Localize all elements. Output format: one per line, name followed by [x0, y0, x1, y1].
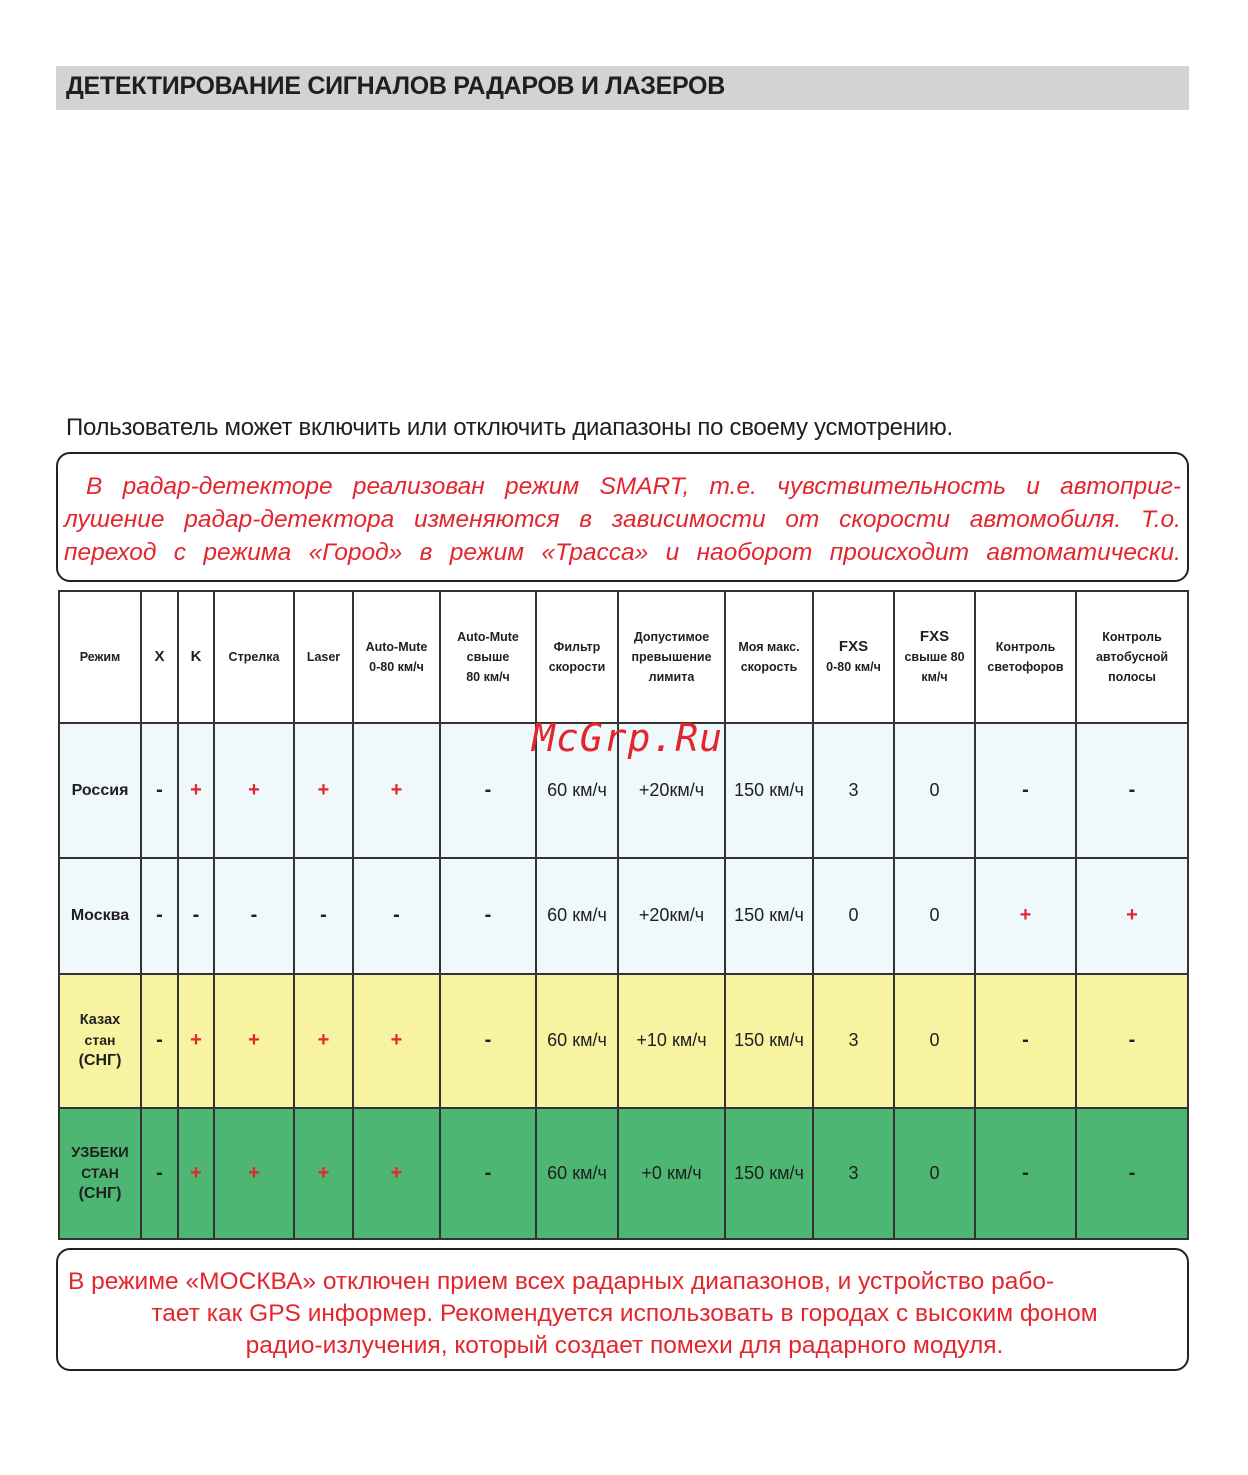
table-row-uzbekistan	[59, 1108, 1188, 1239]
table-cell: 60 км/ч	[536, 723, 618, 858]
table-cell: -	[353, 858, 440, 974]
table-cell: -	[1076, 1108, 1188, 1239]
table-cell: +10 км/ч	[618, 974, 725, 1108]
table-cell: 0	[813, 858, 894, 974]
mode-name-cell	[59, 723, 141, 858]
table-cell: +	[353, 974, 440, 1108]
header-label: 0-80 км/ч	[369, 660, 424, 674]
header-label: превышение	[631, 650, 712, 664]
watermark: McGrp.Ru	[532, 716, 724, 760]
header-label: 80 км/ч	[466, 670, 510, 684]
mode-name-cell	[59, 1108, 141, 1239]
table-cell: -	[1076, 723, 1188, 858]
table-cell: 60 км/ч	[536, 858, 618, 974]
table-cell: 0	[894, 974, 975, 1108]
table-cell: 3	[813, 723, 894, 858]
table-cell: 150 км/ч	[725, 723, 813, 858]
table-cell: -	[440, 858, 536, 974]
table-cell: 0	[894, 1108, 975, 1239]
smart-note-line-1: В радар-детекторе реализован режим SMART, т.е. чувствительность и автоприг-	[86, 473, 1181, 500]
header-x	[141, 591, 178, 723]
mode-name-label: (СНГ)	[78, 1184, 122, 1202]
header-label: Контроль	[995, 640, 1056, 654]
header-label: FXS	[838, 638, 869, 655]
table-cell: +	[214, 723, 294, 858]
smart-mode-note	[56, 452, 1189, 582]
header-label: X	[154, 648, 165, 665]
header-label: K	[190, 648, 202, 665]
table-cell: 150 км/ч	[725, 974, 813, 1108]
header-my-max-speed	[725, 591, 813, 723]
mode-name-label: Казах	[79, 1012, 121, 1029]
header-speed-filter	[536, 591, 618, 723]
table-header-row	[59, 591, 1188, 723]
header-label: свыше 80	[904, 650, 965, 664]
table-cell: -	[975, 1108, 1076, 1239]
header-allowed-excess	[618, 591, 725, 723]
header-label: Auto-Mute	[365, 640, 428, 654]
header-label: полосы	[1108, 670, 1156, 684]
table-cell: -	[141, 858, 178, 974]
mode-name-label: УЗБЕКИ	[71, 1144, 129, 1161]
smart-note-line-2: лушение радар-детектора изменяются в зависимости от скорости автомобиля. Т.о.	[64, 506, 1181, 533]
table-cell: +	[975, 858, 1076, 974]
header-bus-lane-control	[1076, 591, 1188, 723]
table-cell: -	[141, 974, 178, 1108]
table-cell: +	[178, 1108, 214, 1239]
table-cell: 3	[813, 974, 894, 1108]
table-body	[59, 723, 1188, 1239]
page-title: ДЕТЕКТИРОВАНИЕ СИГНАЛОВ РАДАРОВ И ЛАЗЕРОВ	[56, 66, 1189, 110]
table-cell: 0	[894, 858, 975, 974]
moscow-note-line-3: радио-излучения, который создает помехи для радарного модуля.	[245, 1332, 1004, 1359]
header-label: Контроль	[1102, 630, 1162, 644]
table-cell: +	[1076, 858, 1188, 974]
modes-table	[58, 590, 1189, 1240]
header-fxs-over-80	[894, 591, 975, 723]
smart-note-line-3: переход с режима «Город» в режим «Трасса» и наоборот происходит автоматически.	[64, 539, 1181, 566]
moscow-note-line-1: В режиме «МОСКВА» отключен прием всех радарных диапазонов, и устройство рабо-	[68, 1268, 1055, 1295]
table-row-kazakhstan	[59, 974, 1188, 1108]
table-cell: -	[294, 858, 353, 974]
table-cell: 60 км/ч	[536, 1108, 618, 1239]
table-cell: -	[440, 974, 536, 1108]
header-label: Фильтр	[553, 640, 601, 654]
mode-name-label: Москва	[70, 906, 130, 924]
header-label: Допустимое	[633, 630, 710, 644]
header-label: 0-80 км/ч	[826, 660, 881, 674]
table-cell: +	[214, 1108, 294, 1239]
table-cell: +	[178, 974, 214, 1108]
table-cell: +	[294, 974, 353, 1108]
table-cell: +	[178, 723, 214, 858]
header-label: Моя макс.	[738, 640, 800, 654]
moscow-note-line-2: тает как GPS информер. Рекомендуется использовать в городах с высоким фоном	[151, 1300, 1098, 1327]
table-cell: +	[214, 974, 294, 1108]
header-label: Auto-Mute	[457, 630, 519, 644]
table-cell: +	[353, 723, 440, 858]
table-cell: +0 км/ч	[618, 1108, 725, 1239]
table-cell: -	[141, 1108, 178, 1239]
table-cell: 0	[894, 723, 975, 858]
header-label: км/ч	[921, 670, 948, 684]
moscow-mode-note	[56, 1248, 1189, 1371]
header-label: скорость	[740, 660, 798, 674]
mode-name-label: стан	[84, 1032, 116, 1049]
table-cell: -	[975, 974, 1076, 1108]
table-cell: -	[1076, 974, 1188, 1108]
table-cell: -	[440, 723, 536, 858]
intro-text: Пользователь может включить или отключить диапазоны по своему усмотрению.	[66, 414, 953, 441]
header-arrow	[214, 591, 294, 723]
table-cell: +	[353, 1108, 440, 1239]
mode-name-label: СТАН	[81, 1164, 119, 1181]
table-cell: +20км/ч	[618, 723, 725, 858]
table-cell: -	[975, 723, 1076, 858]
header-label: Режим	[79, 650, 121, 664]
mode-name-cell	[59, 974, 141, 1108]
header-automute-0-80	[353, 591, 440, 723]
table-cell: +	[294, 723, 353, 858]
table-cell: 60 км/ч	[536, 974, 618, 1108]
header-k	[178, 591, 214, 723]
table-cell: -	[214, 858, 294, 974]
header-mode	[59, 591, 141, 723]
header-fxs-0-80	[813, 591, 894, 723]
header-label: Стрелка	[228, 650, 280, 664]
mode-name-cell	[59, 858, 141, 974]
header-label: FXS	[919, 628, 950, 645]
header-label: автобусной	[1095, 650, 1169, 664]
mode-name-label: (СНГ)	[78, 1052, 122, 1070]
header-label: светофоров	[987, 660, 1064, 674]
table-cell: -	[141, 723, 178, 858]
table-cell: 150 км/ч	[725, 1108, 813, 1239]
header-label: лимита	[648, 670, 695, 684]
header-label: свыше	[466, 650, 510, 664]
header-automute-over-80	[440, 591, 536, 723]
header-label: скорости	[548, 660, 606, 674]
table-cell: -	[178, 858, 214, 974]
table-cell: -	[440, 1108, 536, 1239]
table-cell: +	[294, 1108, 353, 1239]
table-cell: 3	[813, 1108, 894, 1239]
header-label: Laser	[306, 650, 341, 664]
header-laser	[294, 591, 353, 723]
table-cell: +20км/ч	[618, 858, 725, 974]
table-cell: 150 км/ч	[725, 858, 813, 974]
mode-name-label: Россия	[71, 781, 129, 799]
table-row-moscow	[59, 858, 1188, 974]
header-traffic-light-control	[975, 591, 1076, 723]
